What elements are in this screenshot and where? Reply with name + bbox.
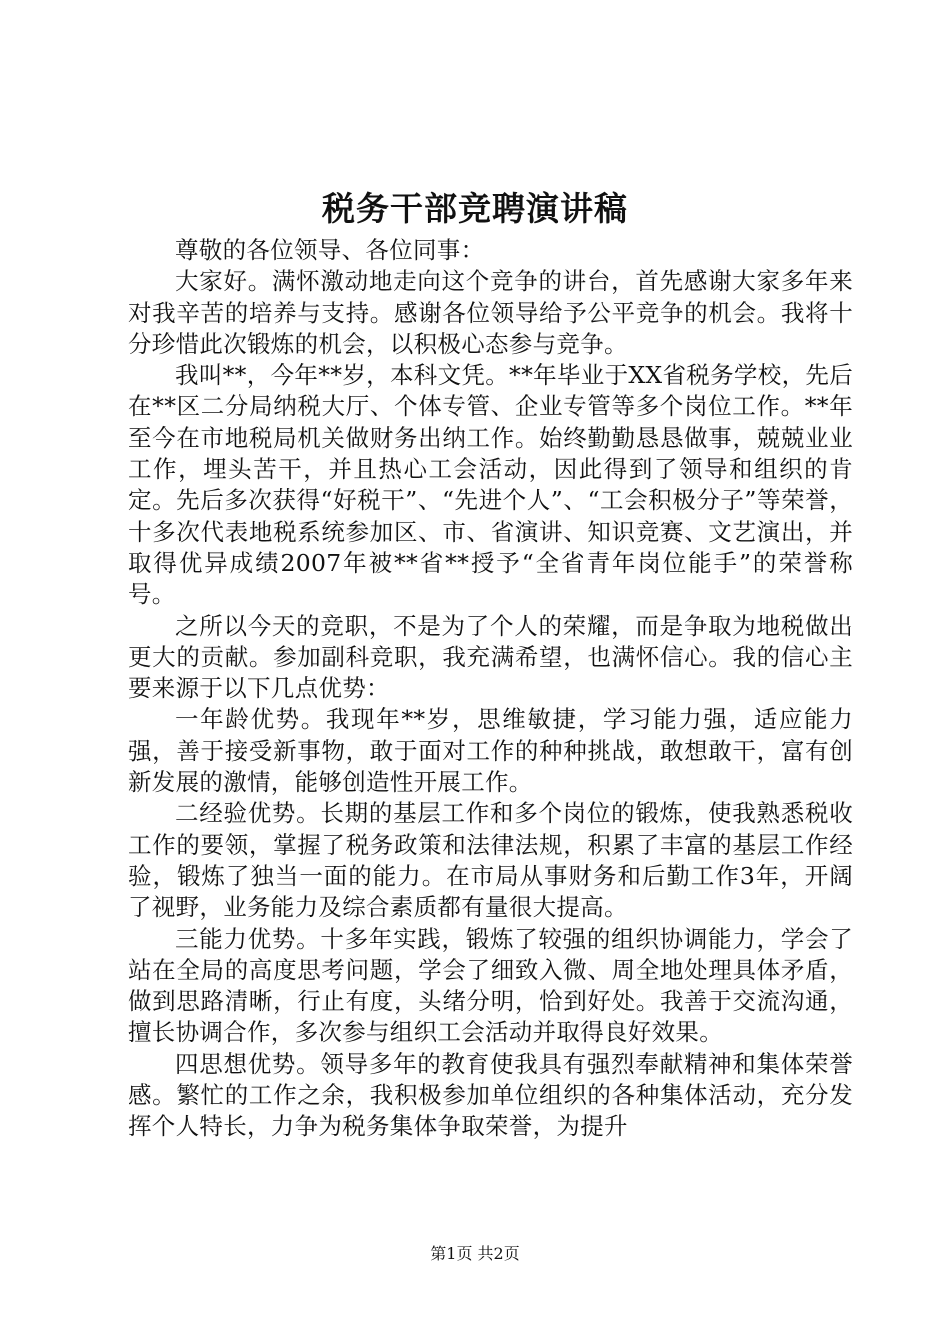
paragraph-ability-advantage: 三能力优势。十多年实践，锻炼了较强的组织协调能力，学会了站在全局的高度思考问题，学会了细致入微、周全地处理具体矛盾，做到思路清晰，行止有度，头绪分明，恰到好处。我善于交流沟通，擅长协调合作，多次参与组织工会活动并取得良好效果。 — [128, 924, 853, 1047]
page-number-footer: 第1页 共2页 — [430, 1244, 520, 1263]
paragraph-motivation: 之所以今天的竞职，不是为了个人的荣耀，而是争取为地税做出更大的贡献。参加副科竞职，我充满希望，也满怀信心。我的信心主要来源于以下几点优势： — [128, 611, 853, 703]
paragraph-thought-advantage: 四思想优势。领导多年的教育使我具有强烈奉献精神和集体荣誉感。繁忙的工作之余，我积极参加单位组织的各种集体活动，充分发挥个人特长，力争为税务集体争取荣誉，为提升 — [128, 1049, 853, 1141]
paragraph-experience-advantage: 二经验优势。长期的基层工作和多个岗位的锻炼，使我熟悉税收工作的要领，掌握了税务政策和法律法规，积累了丰富的基层工作经验，锻炼了独当一面的能力。在市局从事财务和后勤工作3年，开阔了视野，业务能力及综合素质都有量很大提高。 — [128, 799, 853, 922]
document-title: 税务干部竞聘演讲稿 — [322, 189, 628, 228]
paragraph-greeting: 大家好。满怀激动地走向这个竞争的讲台，首先感谢大家多年来对我辛苦的培养与支持。感谢各位领导给予公平竞争的机会。我将十分珍惜此次锻炼的机会，以积极心态参与竞争。 — [128, 267, 853, 358]
paragraph-age-advantage: 一年龄优势。我现年**岁，思维敏捷，学习能力强，适应能力强，善于接受新事物，敢于面对工作的种种挑战，敢想敢干，富有创新发展的激情，能够创造性开展工作。 — [128, 705, 853, 797]
document-body — [128, 235, 853, 1143]
paragraph-salutation: 尊敬的各位领导、各位同事： — [175, 236, 485, 264]
paragraph-self-introduction: 我叫**，今年**岁，本科文凭。**年毕业于XX省税务学校，先后在**区二分局纳税大厅、个体专管、企业专管等多个岗位工作。**年至今在市地税局机关做财务出纳工作。始终勤勤恳恳做事，兢兢业业工作，埋头苦干，并且热心工会活动，因此得到了领导和组织的肯定。先后多次获得“好税干”、“先进个人”、“工会积极分子”等荣誉，十多次代表地税系统参加区、市、省演讲、知识竞赛、文艺演出，并取得优异成绩2007年被**省**授予“全省青年岗位能手”的荣誉称号。 — [128, 361, 853, 609]
